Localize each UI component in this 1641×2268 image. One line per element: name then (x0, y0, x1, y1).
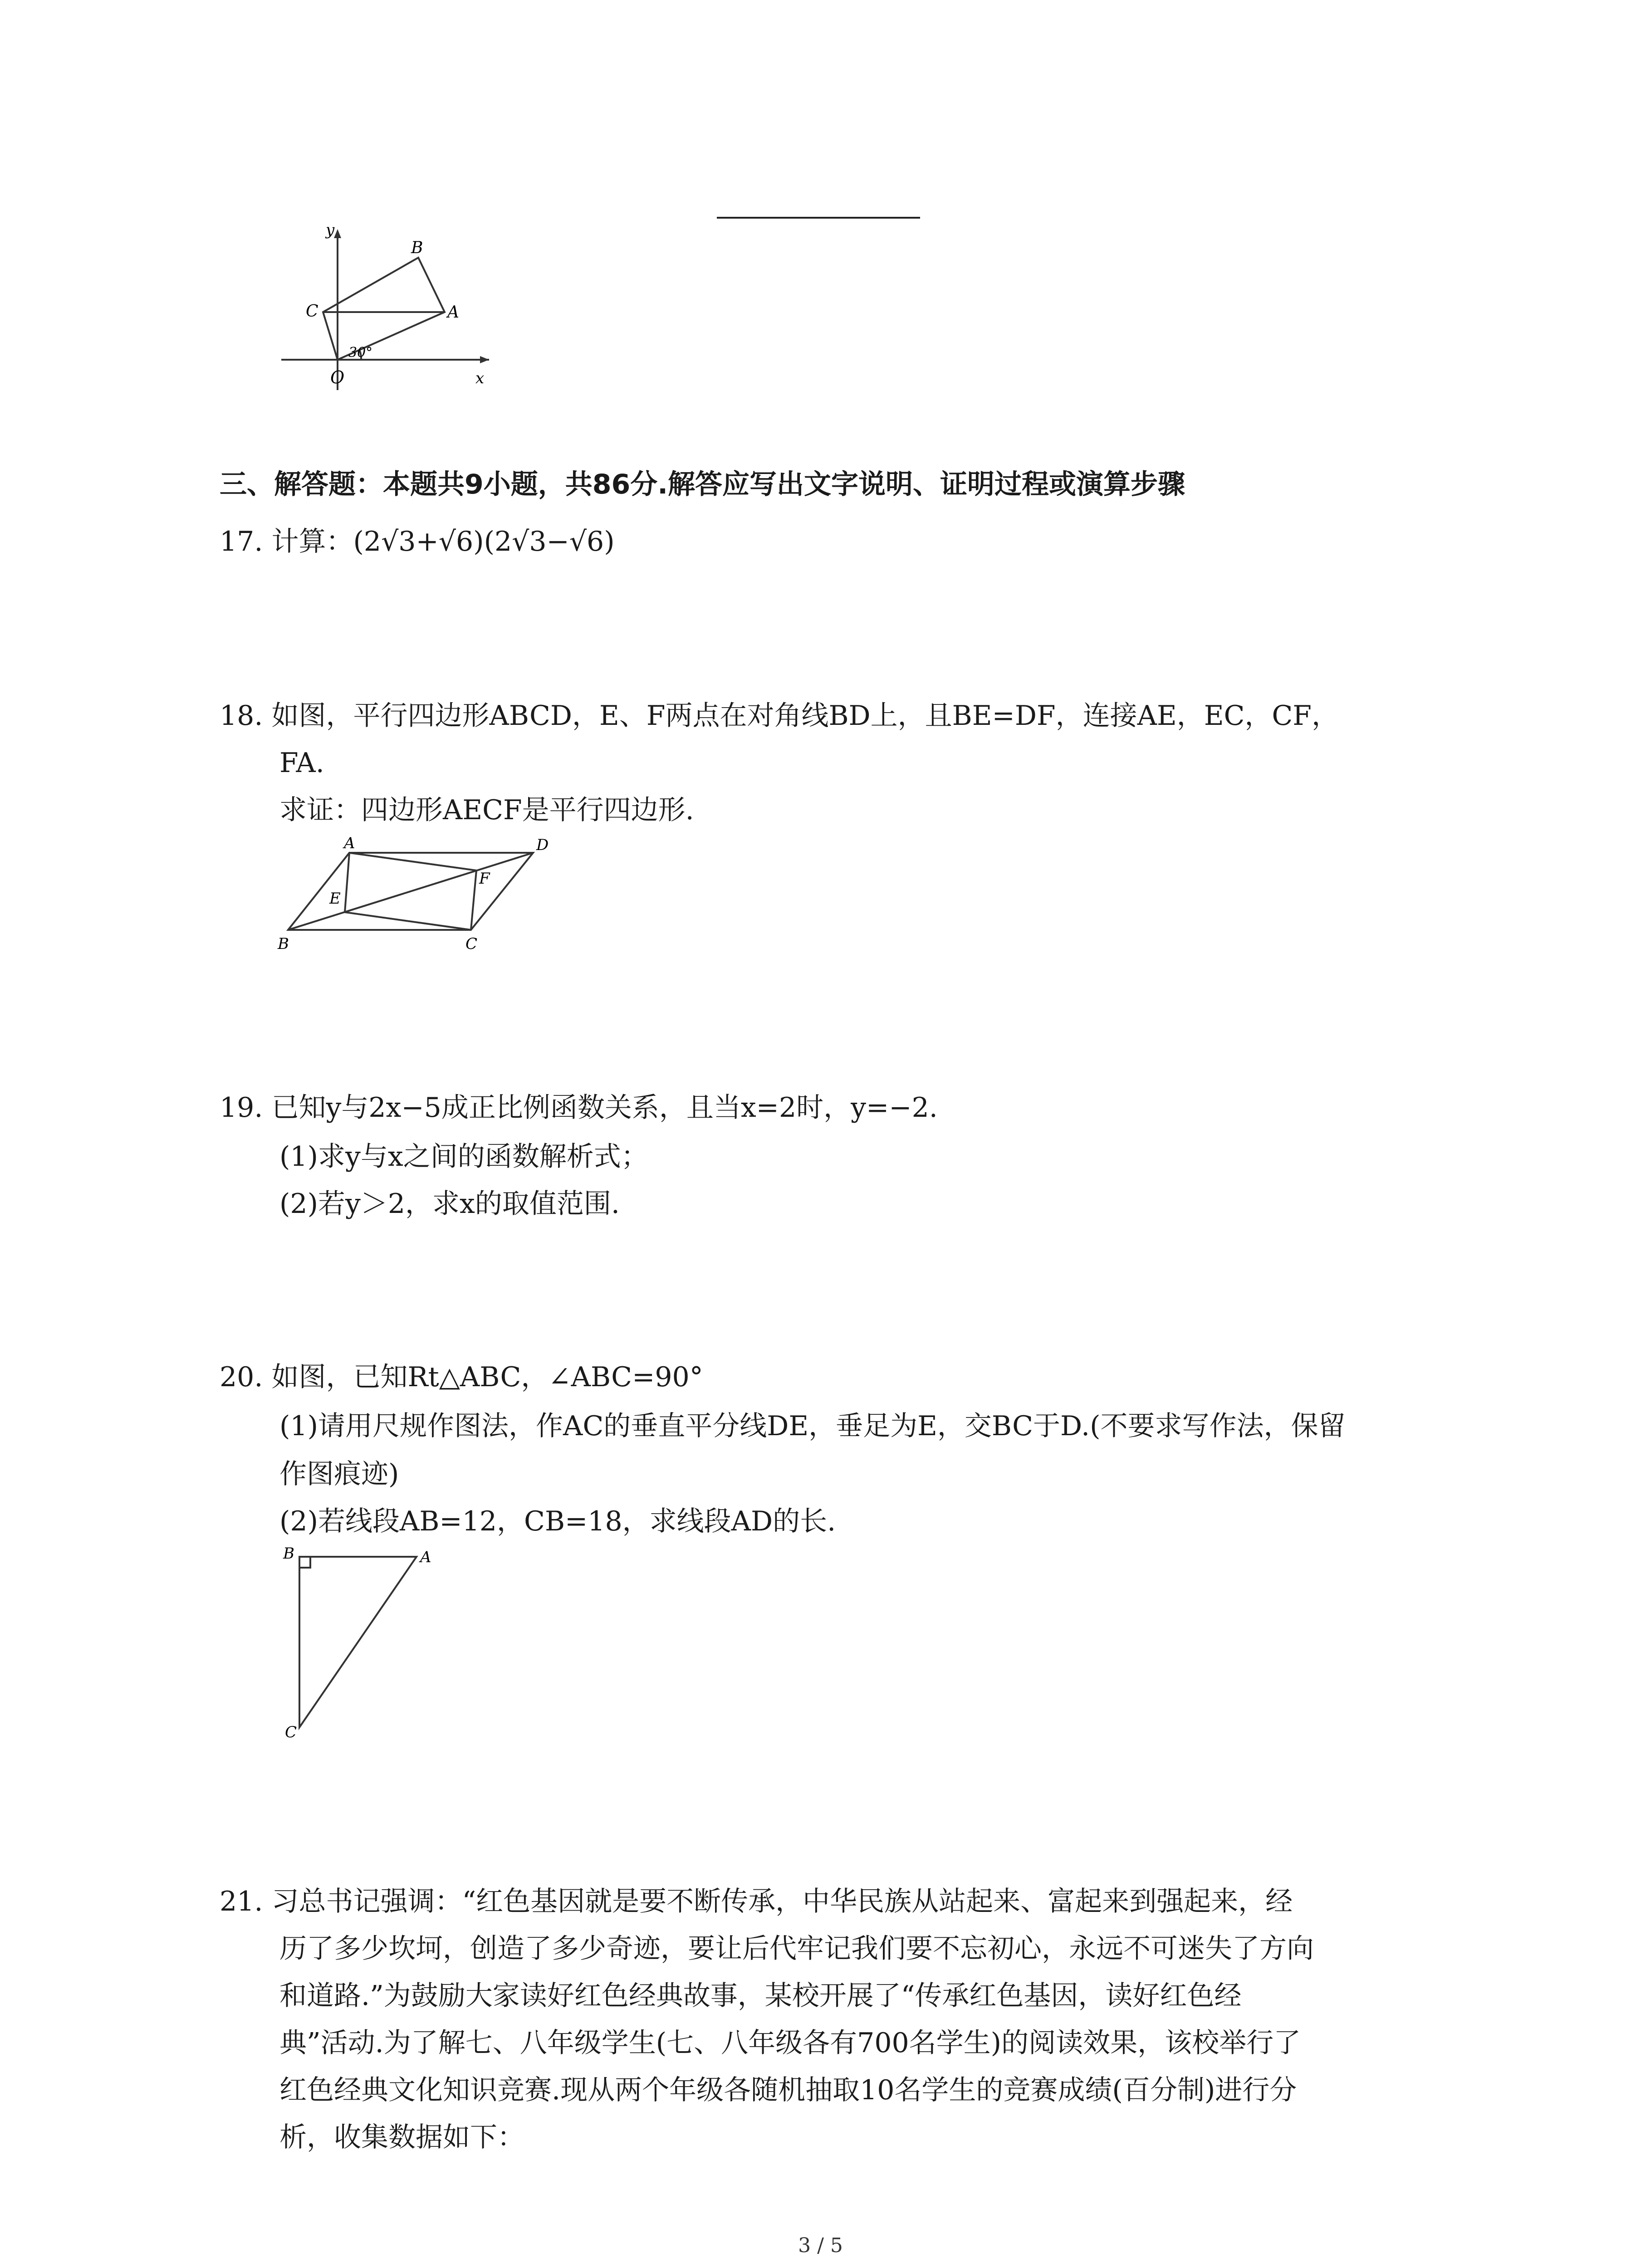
q19-line-1: 19. 已知y与2x−5成正比例函数关系，且当x=2时，y=−2. (220, 1092, 938, 1124)
q18-line-1: 18. 如图，平行四边形ABCD，E、F两点在对角线BD上，且BE=DF，连接AE，EC，CF， (220, 700, 1339, 732)
label-a: A (420, 1548, 431, 1566)
triangle-abc (299, 1557, 416, 1727)
q19-line-2: (1)求y与x之间的函数解析式； (279, 1141, 648, 1173)
label-angle: 30° (348, 345, 373, 361)
diagonal-bd (288, 853, 533, 930)
label-c: C (285, 1723, 297, 1741)
label-c: C (306, 302, 318, 321)
label-x: x (475, 369, 485, 387)
q20-line-1: 20. 如图，已知Rt△ABC，∠ABC=90° (220, 1361, 703, 1393)
right-angle-mark (299, 1557, 310, 1568)
label-y: y (326, 221, 335, 239)
label-b: B (411, 239, 423, 257)
q21-line-1: 21. 习总书记强调：“红色基因就是要不断传承，中华民族从站起来、富起来到强起来，经 (220, 1886, 1293, 1917)
q20-line-4: (2)若线段AB=12，CB=18，求线段AD的长. (279, 1505, 836, 1537)
figure-q20-triangle (272, 1538, 454, 1751)
segment-cf (471, 870, 476, 930)
label-c: C (465, 935, 478, 953)
q21-line-3: 和道路.”为鼓励大家读好红色经典故事，某校开展了“传承红色基因，读好红色经 (279, 1980, 1242, 2012)
figure-q16-coordinate (272, 209, 508, 399)
q20-line-2: (1)请用尺规作图法，作AC的垂直平分线DE，垂足为E，交BC于D.(不要求写作法，保留 (279, 1410, 1346, 1442)
q19-line-3: (2)若y＞2，求x的取值范围. (279, 1188, 620, 1220)
answer-blank-line (717, 217, 920, 219)
q21-line-2: 历了多少坎坷，创造了多少奇迹，要让后代牢记我们要不忘初心，永远不可迷失了方向 (279, 1933, 1314, 1965)
label-a: A (447, 303, 459, 322)
label-e: E (329, 890, 341, 908)
label-f: F (479, 870, 490, 888)
q17-text: 17. 计算：(2√3+√6)(2√3−√6) (220, 526, 615, 557)
label-b: B (283, 1545, 294, 1563)
segment-ec (345, 912, 471, 930)
q21-line-6: 析，收集数据如下： (279, 2121, 524, 2153)
segment-fa (349, 853, 476, 870)
label-b: B (278, 935, 289, 953)
section-heading: 三、解答题：本题共9小题，共86分.解答应写出文字说明、证明过程或演算步骤 (220, 469, 1185, 500)
rectangle-oabc (323, 258, 445, 360)
q20-line-3: 作图痕迹) (279, 1458, 399, 1490)
q18-line-3: 求证：四边形AECF是平行四边形. (279, 794, 694, 826)
q18-line-2: FA. (279, 747, 324, 779)
q21-line-4: 典”活动.为了解七、八年级学生(七、八年级各有700名学生)的阅读效果，该校举行了 (279, 2027, 1301, 2059)
label-a: A (344, 834, 355, 852)
q21-line-5: 红色经典文化知识竞赛.现从两个年级各随机抽取10名学生的竞赛成绩(百分制)进行分 (279, 2074, 1297, 2106)
label-d: D (536, 836, 549, 854)
segment-ae (345, 853, 349, 912)
label-o: O (330, 367, 345, 387)
page-number: 3 / 5 (798, 2234, 843, 2257)
figure-q18-parallelogram (272, 830, 572, 962)
